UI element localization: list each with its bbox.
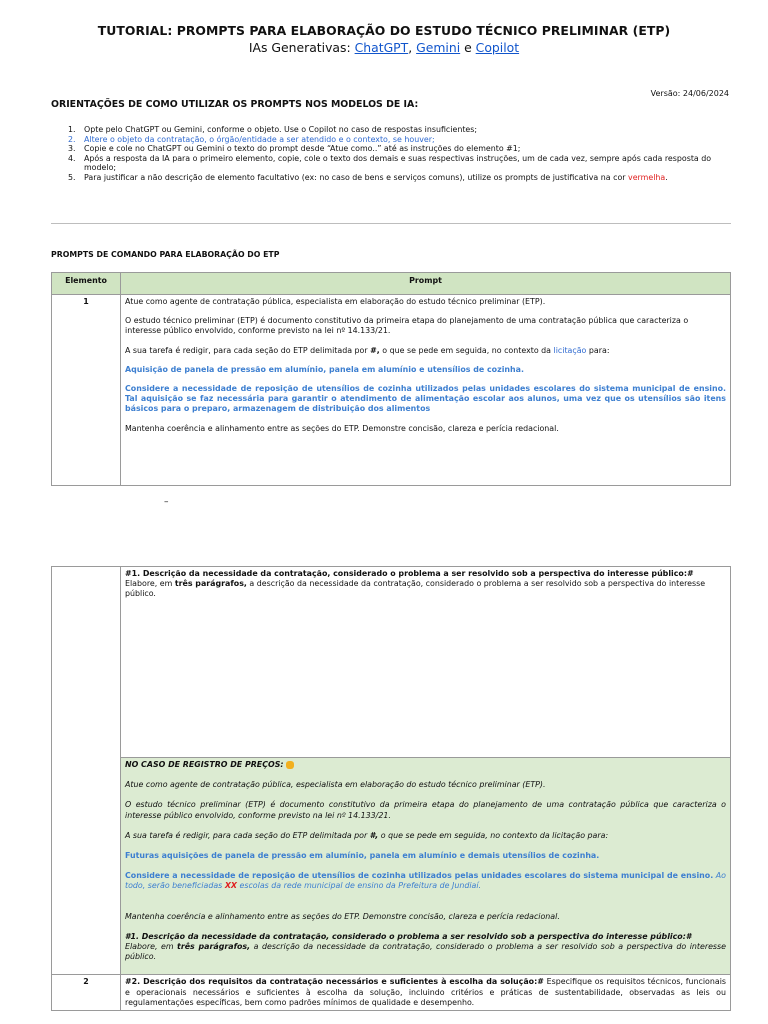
prompt-paragraph: Mantenha coerência e alinhamento entre as seções do ETP. Demonstre concisão, clareza e perícia redacional. — [125, 911, 560, 921]
table-row — [52, 295, 731, 486]
prompt-paragraph: O estudo técnico preliminar (ETP) é documento constitutivo da primeira etapa do planejamento de uma contratação pública que caracteriza o interesse público envolvido, conforme previsto na lei nº 14.133/21. — [125, 800, 726, 820]
list-item: 5. Para justificar a não descrição de elemento facultativo (ex: no caso de bens e serviços comuns), utilize os prompts de justificativa na cor vermelha. — [68, 172, 668, 182]
prompt-paragraph: Atue como agente de contratação pública, especialista em elaboração do estudo técnico preliminar (ETP). — [125, 297, 546, 306]
subtitle-separator: e — [460, 40, 476, 55]
copilot-link[interactable]: Copilot — [475, 40, 520, 55]
prompts-table — [51, 272, 731, 486]
prompts-heading: PROMPTS DE COMANDO PARA ELABORAÇÃO DO ETP — [51, 250, 280, 259]
registro-precos-cell — [121, 758, 731, 975]
column-header-prompt: Prompt — [121, 273, 731, 295]
placeholder-xx: XX — [224, 881, 237, 891]
document-subtitle — [0, 40, 768, 55]
divider — [51, 223, 731, 224]
guide-steps-list — [51, 125, 731, 183]
prompt-paragraph: A sua tarefa é redigir, para cada seção do ETP delimitada por #, o que se pede em seguida, no contexto da licitação para: — [125, 345, 610, 355]
registro-precos-heading: NO CASO DE REGISTRO DE PREÇOS: — [125, 760, 726, 770]
licitacao-link[interactable]: licitação — [553, 345, 587, 355]
element-number-empty — [52, 567, 121, 975]
pointing-hand-icon — [286, 761, 294, 769]
context-description: Considere a necessidade de reposição de utensílios de cozinha utilizados pelas unidades escolares do sistema municipal de ensino. Ao todo, serão beneficiadas XX escolas da rede municipal de ensino da Prefeitura de Jundiaí. — [125, 871, 727, 891]
table-row — [52, 975, 731, 1011]
subtitle-prefix: IAs Generativas: — [248, 40, 355, 55]
column-header-element: Elemento — [52, 273, 121, 295]
chatgpt-link[interactable]: ChatGPT — [354, 40, 409, 55]
table-row — [52, 567, 731, 758]
list-item: 1. Opte pelo ChatGPT ou Gemini, conforme o objeto. Use o Copilot no caso de respostas insuficientes; — [68, 125, 478, 134]
element-1-prompt-cell: #1. Descrição da necessidade da contratação, considerado o problema a ser resolvido sob a perspectiva do interesse público:# Elabore, em três parágrafos, a descrição da necessidade da contratação, considerado o problema a ser resolvido sob a perspectiva do interesse público. — [121, 567, 731, 758]
prompt-paragraph: Mantenha coerência e alinhamento entre as seções do ETP. Demonstre concisão, clareza e perícia redacional. — [125, 423, 559, 433]
object-description: Aquisição de panela de pressão em alumínio, panela em alumínio e utensílios de cozinha. — [125, 364, 524, 374]
element-number: 1 — [52, 295, 121, 486]
object-description: Futuras aquisições de panela de pressão em alumínio, panela em alumínio e demais utensílios de cozinha. — [125, 851, 600, 861]
list-item: 2. Altere o objeto da contratação, o órgão/entidade a ser atendido e o contexto, se houver; — [68, 134, 435, 144]
guide-heading: ORIENTAÇÕES DE COMO UTILIZAR OS PROMPTS NOS MODELOS DE IA: — [51, 99, 419, 110]
prompt-paragraph: O estudo técnico preliminar (ETP) é documento constitutivo da primeira etapa do planejamento de uma contratação pública que caracteriza o interesse público envolvido, conforme previsto na lei nº 14.133/21. — [125, 316, 689, 336]
prompt-paragraph: A sua tarefa é redigir, para cada seção do ETP delimitada por #, o que se pede em seguida, no contexto da licitação para: — [125, 830, 609, 840]
version-label: Versão: 24/06/2024 — [650, 89, 729, 98]
subtitle-separator: , — [408, 40, 417, 55]
list-item: 4. Após a resposta da IA para o primeiro elemento, copie, cole o texto dos demais e suas respectivas instruções, um de cada vez, sempre após cada resposta do modelo; — [68, 153, 712, 173]
table-row — [52, 758, 731, 975]
red-text: vermelha — [628, 172, 666, 182]
list-item: 3. Copie e cole no ChatGPT ou Gemini o texto do prompt desde “Atue como..” até as instruções do elemento #1; — [68, 144, 521, 154]
table-header-row — [52, 273, 731, 295]
prompt-paragraph: #1. Descrição da necessidade da contratação, considerado o problema a ser resolvido sob a perspectiva do interesse público:# Elabore, em três parágrafos, a descrição da necessidade da contratação, considerado o problema a ser resolvido sob a perspectiva do interesse público. — [125, 931, 727, 962]
prompt-paragraph: Atue como agente de contratação pública, especialista em elaboração do estudo técnico preliminar (ETP). — [125, 780, 546, 790]
prompt-cell — [121, 295, 731, 486]
prompts-table-continued — [51, 566, 731, 1011]
element-2-prompt-cell: #2. Descrição dos requisitos da contratação necessários e suficientes à escolha da solução:# Especifique os requisitos técnicos, funcionais e operacionais necessários e suficientes à escolha da solução, incluindo critérios e práticas de sustentabilidade, observadas as leis ou regulamentações específicas, bem como padrões mínimos de qualidade e desempenho. — [121, 975, 731, 1011]
element-number: 2 — [52, 975, 121, 1011]
gemini-link[interactable]: Gemini — [416, 40, 461, 55]
element-1-heading: #1. Descrição da necessidade da contratação, considerado o problema a ser resolvido sob a perspectiva do interesse público:# — [125, 569, 694, 578]
document-title: TUTORIAL: PROMPTS PARA ELABORAÇÃO DO ESTUDO TÉCNICO PRELIMINAR (ETP) — [97, 23, 671, 38]
context-description: Considere a necessidade de reposição de utensílios de cozinha utilizados pelas unidades escolares do sistema municipal de ensino. Tal aquisição se faz necessária para garantir o atendimento de alimentação escolar aos alunos, uma vez que os utensílios são itens básicos para o preparo, armazenagem de distribuição dos alimentos — [125, 384, 726, 414]
dash-mark: – — [164, 497, 169, 507]
